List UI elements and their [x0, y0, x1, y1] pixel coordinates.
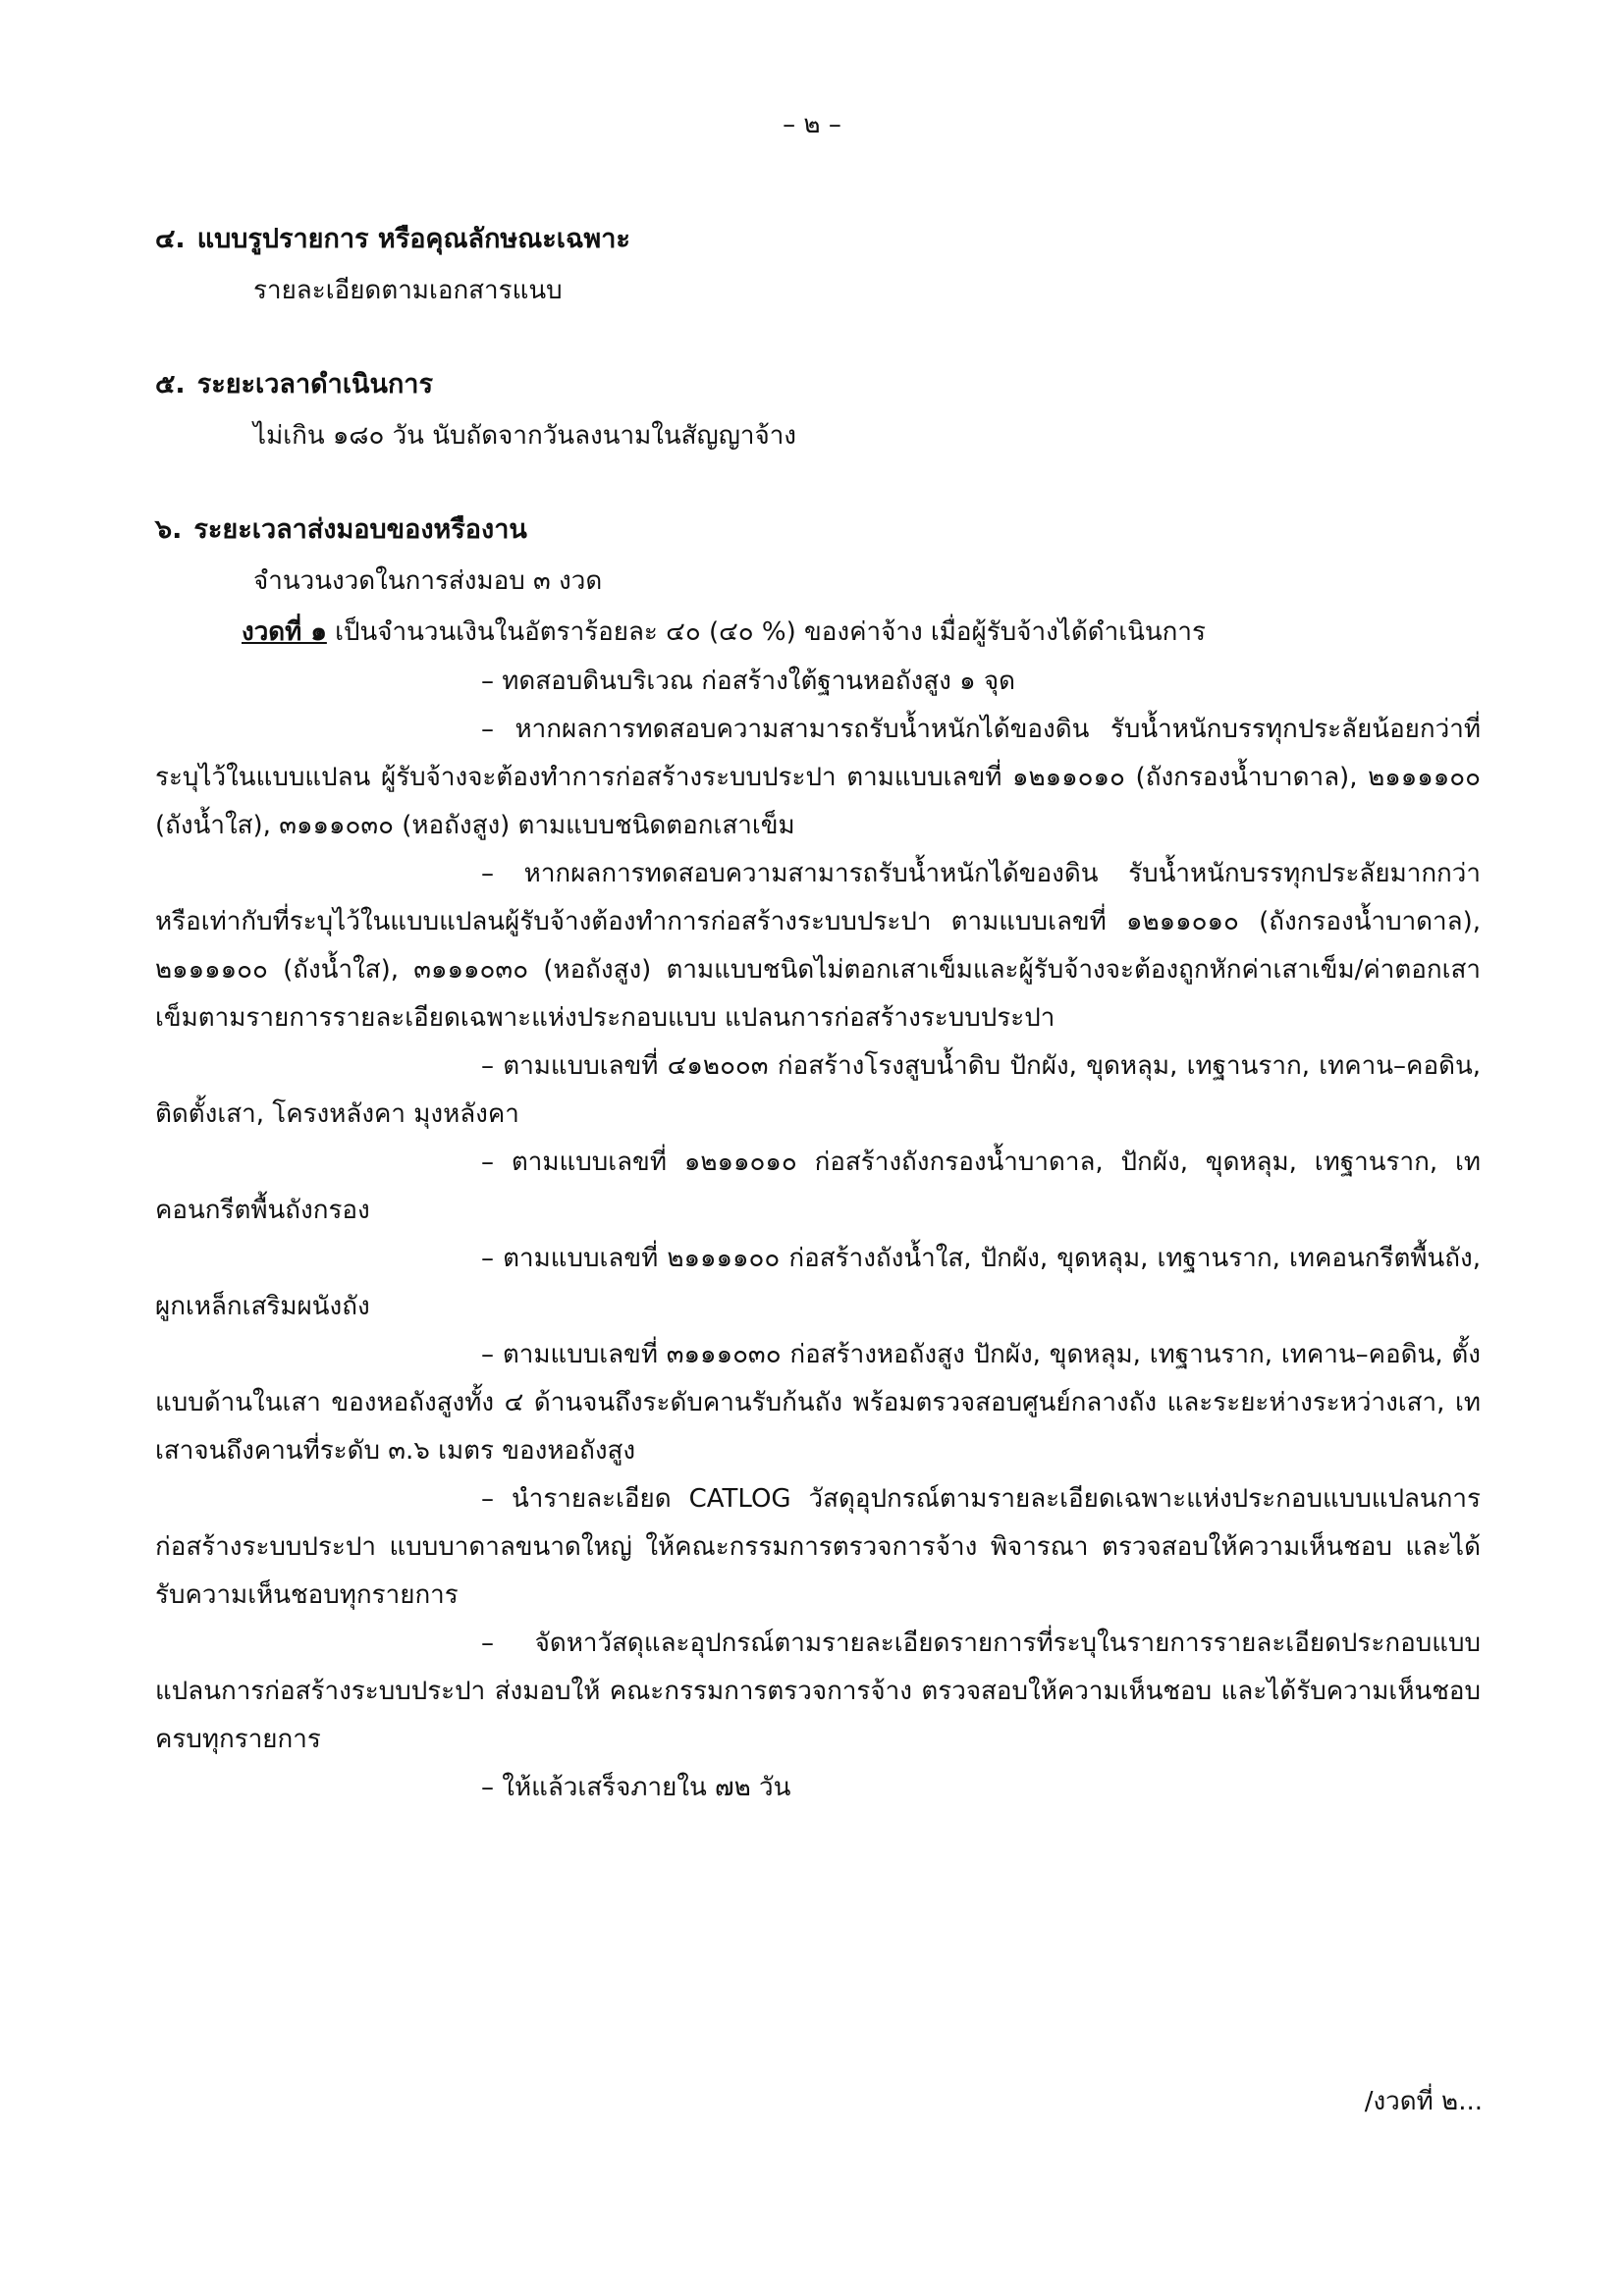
section-6-heading [155, 505, 1481, 556]
installment-1-label: งวดที่ ๑ [242, 617, 327, 647]
section-4-heading [155, 214, 1481, 265]
continuation-note: /งวดที่ ๒... [1364, 2087, 1483, 2116]
section-4 [155, 214, 1481, 316]
installment-1-text: เป็นจำนวนเงินในอัตราร้อยละ ๔๐ (๔๐ %) ของค่าจ้าง เมื่อผู้รับจ้างได้ดำเนินการ [326, 617, 1206, 647]
section-4-body: รายละเอียดตามเอกสารแนบ [253, 276, 563, 305]
list-item: – ตามแบบเลขที่ ๓๑๑๑๐๓๐ ก่อสร้างหอถังสูง ปักผัง, ขุดหลุม, เทฐานราก, เทคาน–คอดิน, ตั้งแบบด้านในเสา ของหอถังสูงทั้ง ๔ ด้านจนถึงระดับคานรับก้นถัง พร้อมตรวจสอบศูนย์กลางถัง และระยะห่างระหว่างเสา, เทเสาจนถึงคานที่ระดับ ๓.๖ เมตร ของหอถังสูง [155, 1340, 1481, 1466]
list-item: – ตามแบบเลขที่ ๑๒๑๑๐๑๐ ก่อสร้างถังกรองน้ำบาดาล, ปักผัง, ขุดหลุม, เทฐานราก, เทคอนกรีตพื้นถังกรอง [155, 1148, 1481, 1225]
section-5 [155, 359, 1481, 461]
list-item: – หากผลการทดสอบความสามารถรับน้ำหนักได้ของดิน รับน้ำหนักบรรทุกประลัยมากกว่าหรือเท่ากับที่ระบุไว้ในแบบแปลนผู้รับจ้างต้องทำการก่อสร้างระบบประปา ตามแบบเลขที่ ๑๒๑๑๐๑๐ (ถังกรองน้ำบาดาล), ๒๑๑๑๑๐๐ (ถังน้ำใส), ๓๑๑๑๐๓๐ (หอถังสูง) ตามแบบชนิดไม่ตอกเสาเข็มและผู้รับจ้างจะต้องถูกหักค่าเสาเข็ม/ค่าตอกเสาเข็มตามรายการรายละเอียดเฉพาะแห่งประกอบแบบ แปลนการก่อสร้างระบบประปา [155, 859, 1481, 1033]
list-item: – ให้แล้วเสร็จภายใน ๗๒ วัน [481, 1773, 791, 1802]
document-body [155, 214, 1481, 1812]
section-6-number: ๖. [155, 514, 183, 545]
section-6-body: จำนวนงวดในการส่งมอบ ๓ งวด [253, 566, 603, 596]
section-5-heading [155, 359, 1481, 410]
list-item: – นำรายละเอียด CATLOG วัสดุอุปกรณ์ตามรายละเอียดเฉพาะแห่งประกอบแบบแปลนการก่อสร้างระบบประปา แบบบาดาลขนาดใหญ่ ให้คณะกรรมการตรวจการจ้าง พิจารณา ตรวจสอบให้ความเห็นชอบ และได้รับความเห็นชอบทุกรายการ [155, 1484, 1481, 1610]
section-5-title: ระยะเวลาดำเนินการ [196, 369, 433, 400]
list-item: – จัดหาวัสดุและอุปกรณ์ตามรายละเอียดรายการที่ระบุในรายการรายละเอียดประกอบแบบแปลนการก่อสร้างระบบประปา ส่งมอบให้ คณะกรรมการตรวจการจ้าง ตรวจสอบให้ความเห็นชอบ และได้รับความเห็นชอบครบทุกรายการ [155, 1629, 1481, 1754]
section-5-number: ๕. [155, 369, 186, 400]
list-item: – ตามแบบเลขที่ ๒๑๑๑๑๐๐ ก่อสร้างถังน้ำใส, ปักผัง, ขุดหลุม, เทฐานราก, เทคอนกรีตพื้นถัง, ผูกเหล็กเสริมผนังถัง [155, 1244, 1481, 1321]
list-item: – ตามแบบเลขที่ ๔๑๒๐๐๓ ก่อสร้างโรงสูบน้ำดิบ ปักผัง, ขุดหลุม, เทฐานราก, เทคาน–คอดิน, ติดตั้งเสา, โครงหลังคา มุงหลังคา [155, 1051, 1481, 1129]
section-4-title: แบบรูปรายการ หรือคุณลักษณะเฉพาะ [196, 224, 630, 254]
section-5-body: ไม่เกิน ๑๘๐ วัน นับถัดจากวันลงนามในสัญญาจ้าง [253, 421, 796, 451]
section-6-title: ระยะเวลาส่งมอบของหรืองาน [193, 514, 527, 545]
page-number: – ๒ – [783, 110, 841, 139]
list-item: – ทดสอบดินบริเวณ ก่อสร้างใต้ฐานหอถังสูง ๑ จุด [481, 667, 1015, 696]
section-6 [155, 505, 1481, 1812]
installment-1 [155, 607, 1481, 658]
list-item: – หากผลการทดสอบความสามารถรับน้ำหนักได้ของดิน รับน้ำหนักบรรทุกประลัยน้อยกว่าที่ระบุไว้ในแบบแปลน ผู้รับจ้างจะต้องทำการก่อสร้างระบบประปา ตามแบบเลขที่ ๑๒๑๑๐๑๐ (ถังกรองน้ำบาดาล), ๒๑๑๑๑๐๐ (ถังน้ำใส), ๓๑๑๑๐๓๐ (หอถังสูง) ตามแบบชนิดตอกเสาเข็ม [155, 715, 1481, 840]
section-4-number: ๔. [155, 224, 186, 254]
